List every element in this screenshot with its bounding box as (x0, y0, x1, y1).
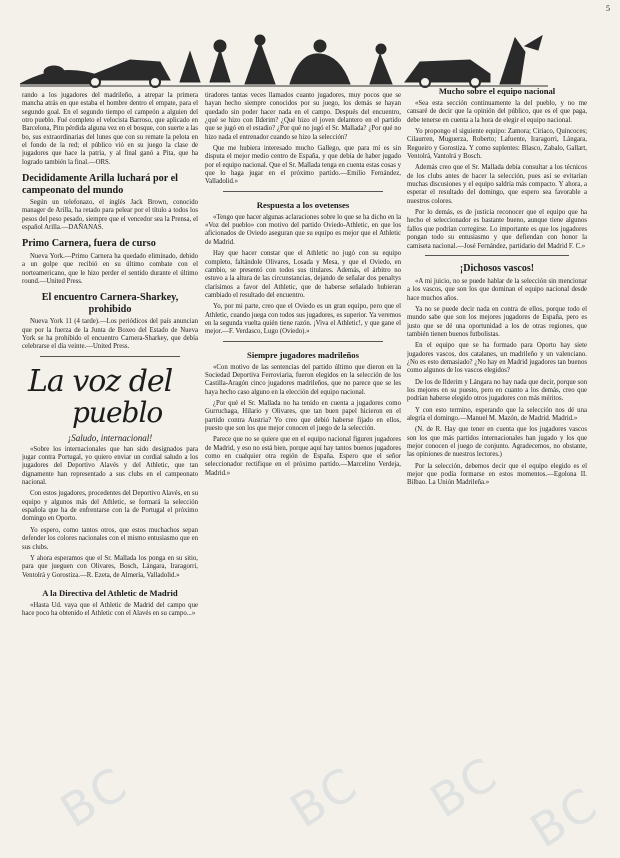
headline-carnera: Primo Carnera, fuera de curso (22, 238, 156, 250)
article-carnera: Nueva York.—Primo Carnera ha quedado eliminado, debido a un golpe que recibió en su último combate con el norteamericano, que le hizo perder el sentido durante el último round.—United Press. (22, 252, 198, 285)
divider (223, 341, 383, 342)
article-directiva: «Hasta Ud. vaya que el Athletic de Madrid del campo que hace poco ha obtenido el Athletic con el Alavés en su campo...» (22, 601, 198, 618)
article-dichosos-3: En el equipo que se ha formado para Oporto hay siete jugadores vascos, dos catalanes, un madrileño y un valenciano. ¿No es esto demasiado? ¿No hay en Madrid jugadores tan buenos como algunos de los vascos elegidos? (407, 342, 587, 375)
article-dichosos-2: Ya no se puede decir nada en contra de ellos, porque todo el mundo sabe que son los mejores jugadores de España, pero es justo que se dé una oportunidad a los de otras regiones, que también tienen buenos futbolistas. (407, 305, 587, 338)
cartoon-banner-illustration (20, 32, 548, 88)
watermark-stamp: BC (520, 775, 608, 858)
divider (425, 255, 569, 256)
article-dichosos-6: (N. de R. Hay que tener en cuenta que los jugadores vascos son los que más partidos internacionales han jugado y los que mejor conocen el juego de conjunto. Agradecemos, no obstante, las opiniones de nuestros lectores.) (407, 426, 587, 459)
article-dichosos-5: Y con esto termino, esperando que la selección nos dé una alegría el domingo.—Manuel M. Mazón, de Madrid. Madrid.» (407, 406, 587, 422)
article-saludo-3: Yo espero, como tantos otros, que estos muchachos sepan defender los colores nacionales con el mismo entusiasmo que en sus clubs. (22, 526, 198, 551)
article-siempre-3: Parece que no se quiere que en el equipo nacional figuren jugadores de Madrid, y eso no está bien, porque aquí hay tantos buenos jugadores como en cualquier otra región de España. Espero que el señor seleccionador rectifique en el próximo partido.—Marcelino Verdeja, Madrid.» (205, 436, 401, 477)
article-sharkey: Nueva York 11 (4 tarde).—Los periódicos del país anuncian que por la fuerza de la Junta de Boxeo del Estado de Nueva York se ha prohibido el encuentro Carnera-Sharkey, que debía celebrarse el día veinte.—United Press. (22, 318, 198, 351)
headline-respuesta: Respuesta a los ovetenses (256, 199, 350, 210)
article-saludo-4: Y ahora esperamos que el Sr. Mallada los ponga en su sitio, para que jueguen con Olivares, Bosch, Lángara, Iraragorri, Ventolrá y Gorostiza.—R. Ezeta, de Almería, Valladolid.» (22, 554, 198, 579)
article-saludo-1: «Sobre los internacionales que han sido designados para jugar contra Portugal, yo quiero enviar un cordial saludo a los jugadores del Deportivo Alavés y del Athletic, que tan dignamente han representado a sus clubs en el campeonato nacional. (22, 445, 198, 487)
headline-saludo: ¡Saludo, internacional! (67, 432, 153, 443)
headline-directiva: A la Directiva del Athletic de Madrid (42, 587, 178, 598)
col2-paragraph-2: Que me hubiera interesado mucho Gallego, que para mí es sin disputa el mejor medio centro de España, y que debía de haber jugado por el equipo nacional. Que el Sr. Mallada tenga en cuenta estas cosas y que lo haga jugar en el próximo partido.—Emilio Fernández, Valladolid.» (205, 145, 401, 186)
col1-intro: rando a los jugadores del madrileño, a atrepar la primera mancha atrás en que estaba el hombre dentro el empate, para el segundo goal. En el segundo tiempo el campeón a alguien del otro pueblo. Fué completo el velocista Barroso, que aplicado en Barcelona, Pitu pérdida alguna vez en el bosque, con suerte a las bo, sus extraordinarias del lunes que con su remate la pelota en el fondo de la red; el público vió en su juego la clase de jugadores que hace la patria, y al final ganó a Pita, que ha logrado también la final.—ORS. (22, 92, 198, 166)
divider (223, 191, 383, 192)
article-saludo-2: Con estos jugadores, procedentes del Deportivo Alavés, en su equipo y algunos más del Athletic, se formará la selección española que ha de enfrentarse con la de Portugal el próximo domingo en Oporto. (22, 490, 198, 523)
section-title-voz: La voz del (28, 363, 173, 399)
article-siempre-1: «Con motivo de las sentencias del partido último que dieron en la Sociedad Deportiva Ferroviaria, fueron elegidos en la selección de los Castilla-Aragón cinco jugadores madrileños, que no parece que se les haya hecho caso alguno en la elección del equipo nacional. (205, 363, 401, 396)
article-mucho-3: Además creo que el Sr. Mallada debía consultar a los técnicos de los clubs antes de hacer la selección, pues así se evitarían muchas discusiones y el equipo saldría más compacto. Y ahora, a esperar el resultado del domingo, que espero sea favorable a nuestros colores. (407, 164, 587, 205)
headline-arilla: Decididamente Arilla luchará por el campeonato del mundo (22, 173, 179, 196)
column-3 (407, 86, 587, 841)
page-number: 5 (606, 4, 610, 13)
divider (40, 356, 180, 357)
article-respuesta-3: Yo, por mi parte, creo que el Oviedo es un gran equipo, pero que el Athletic, cuando juega con todos sus jugadores, es superior. Ya veremos en la segunda vuelta quién tiene razón. ¡Viva el Athletic!, y que gane el mejor.—F. Verdasco, Lugo (Oviedo).» (205, 303, 401, 336)
article-respuesta-2: Hay que hacer constar que el Athletic no jugó con su equipo completo, faltándole Olivares, Losada y Mesa, y que el Oviedo, en cambio, se presentó con todos sus titulares. Además, el árbitro no estuvo a la altura de las circunstancias, dejando de señalar dos penaltys clarísimos a favor del Athletic, que de haberse señalado hubieran cambiado el resultado del encuentro. (205, 250, 401, 299)
column-1 (22, 92, 198, 842)
section-title-pueblo: pueblo (72, 395, 163, 429)
column-2 (205, 92, 401, 842)
article-dichosos-7: Por la selección, debemos decir que el equipo elegido es el mejor que podía formarse en estos momentos.—Egolona II. Bilbao. La Unión Madrileña.» (407, 462, 587, 487)
article-mucho-4: Por lo demás, es de justicia reconocer que el equipo que ha hecho el seleccionador es bastante bueno, aunque tiene algunos fallos que podrían corregirse. Lo importante es que los jugadores pongan todo su entusiasmo y que defiendan con honor la camiseta nacional.—José Fernández, partidario del Madrid F. C.» (407, 209, 587, 250)
watermark-stamp: BC (280, 755, 368, 839)
watermark-stamp: BC (420, 745, 508, 829)
article-dichosos-1: «A mi juicio, no se puede hablar de la selección sin mencionar a los vascos, que son los que dominan el equipo nacional desde hace muchos años. (407, 277, 587, 302)
watermark-stamp: BC (50, 755, 138, 839)
article-mucho-2: Yo propongo el siguiente equipo: Zamora; Ciriaco, Quincoces; Cilaurren, Muguerza, Roberto; Lafuente, Iraragorri, Lángara, Regueiro y Gorostiza. Y como suplentes: Blasco, Zabalo, Gallart, Ventolrá, Vantolrá y Bosch. (407, 128, 587, 161)
article-respuesta-1: «Tengo que hacer algunas aclaraciones sobre lo que se ha dicho en la «Voz del pueblo» con motivo del partido Oviedo-Athletic, en que los aficionados de Oviedo aseguran que su equipo es mejor que el Athletic de Madrid. (205, 213, 401, 246)
headline-siempre: Siempre jugadores madrileños (247, 349, 359, 360)
col2-intro: tiradores tantas veces llamados cuanto jugadores, muy pocos que se hayan hecho siempre conocidos por su juego, los demás se hayan quedado sin poder hacer nada en el campo. Después del encuentro, ¿qué se hizo con Ilderim? ¿Qué hizo el joven delantero en el partido que se jugó en el estadio? ¿Por qué no jugó el Sr. Mallada? ¿Por qué no hizo nada el entrenador cuando se hizo la selección? (205, 92, 401, 141)
headline-sharkey: El encuentro Carnera-Sharkey, prohibido (41, 292, 179, 315)
article-siempre-2: ¿Por qué el Sr. Mallada no ha tenido en cuenta a jugadores como Gurruchaga, Hilario y Olivares, que tan buen papel hicieron en el partido contra Austria? Yo creo que debió haberse fijado en ellos, puesto que son los que mejor conocen el juego de la selección. (205, 399, 401, 432)
article-mucho-1: «Sea esta sección continuamente la del pueblo, y no me cansaré de decir que la opinión del público, que es el que paga, debe tenerse en cuenta a la hora de elegir el equipo nacional. (407, 100, 587, 124)
headline-dichosos: ¡Dichosos vascos! (459, 262, 535, 274)
headline-mucho: Mucho sobre el equipo nacional (438, 86, 556, 96)
article-dichosos-4: De los de Ilderim y Lángara no hay nada que decir, porque son los mejores en su puesto, pero en cuanto a los demás, creo que podrían haberse elegido otros jugadores con más méritos. (407, 378, 587, 403)
article-arilla: Según un telefonazo, el inglés Jack Brown, conocido manager de Arilla, ha retado para pelear por el título a todos los pesos del peso pesado, siempre que el vencedor sea la Prensa, el español Arilla.—DAÑANAS. (22, 199, 198, 232)
